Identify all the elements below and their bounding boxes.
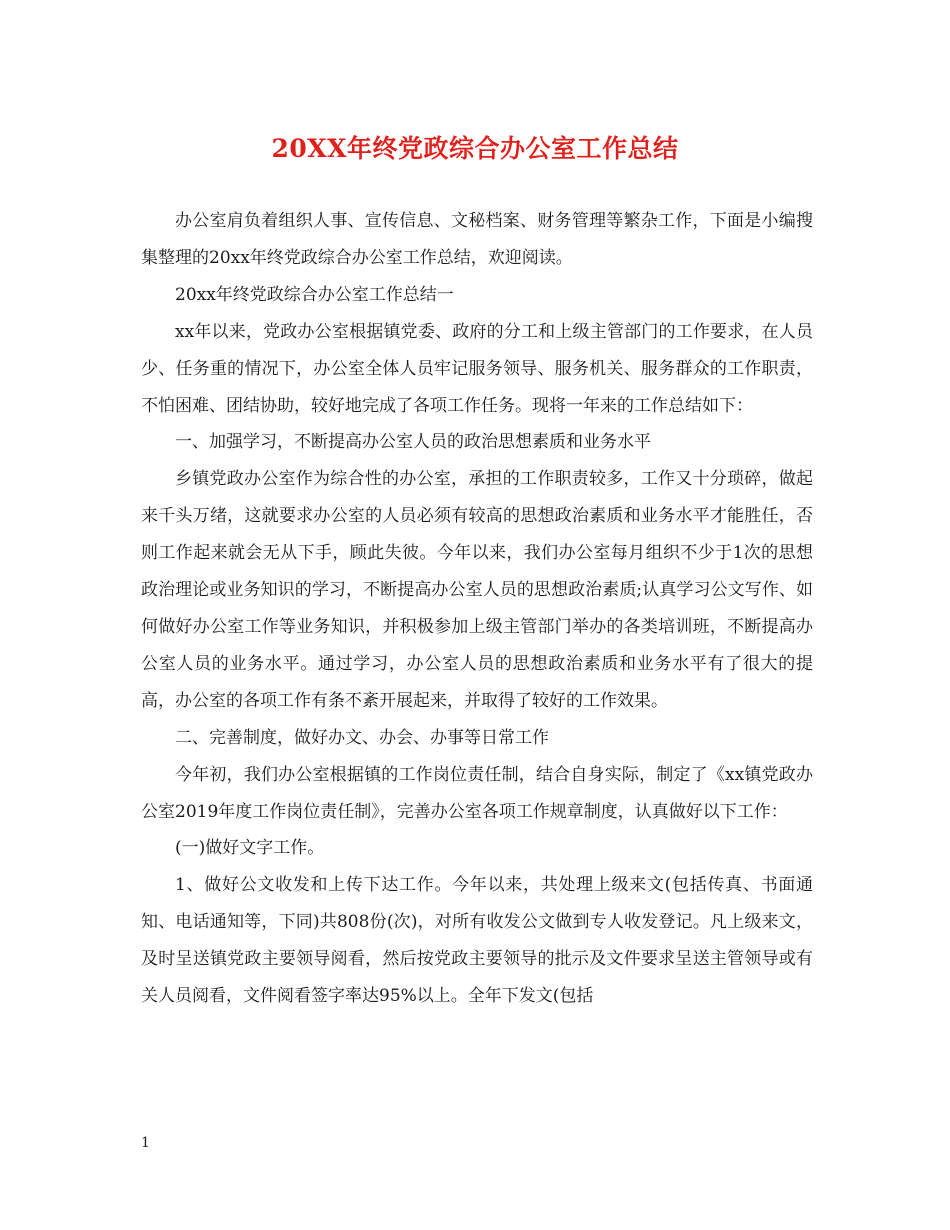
body-paragraph: 今年初，我们办公室根据镇的工作岗位责任制，结合自身实际，制定了《xx镇党政办公室2019年度工作岗位责任制》，完善办公室各项工作规章制度，认真做好以下工作： [141, 764, 813, 822]
body-paragraph: 1、做好公文收发和上传下达工作。今年以来，共处理上级来文(包括传真、书面通知、电话通知等，下同)共808份(次)，对所有收发公文做到专人收发登记。凡上级来文，及时呈送镇党政主要领导阅看，然后按党政主要领导的批示及文件要求呈送主管领导或有关人员阅看，文件阅看签字率达95%以上。全年下发文(包括 [141, 875, 813, 1007]
subsection-heading: (一)做好文字工作。 [175, 838, 325, 859]
intro-paragraph: 办公室肩负着组织人事、宣传信息、文秘档案、财务管理等繁杂工作，下面是小编搜集整理的20xx年终党政综合办公室工作总结，欢迎阅读。 [141, 211, 813, 268]
document-body [141, 203, 813, 1015]
section-heading: 一、加强学习，不断提高办公室人员的政治思想素质和业务水平 [175, 432, 651, 453]
section-heading: 二、完善制度，做好办文、办会、办事等日常工作 [175, 727, 549, 748]
document-title: 20XX年终党政综合办公室工作总结 [271, 134, 679, 163]
section-heading: 20xx年终党政综合办公室工作总结一 [175, 284, 454, 305]
body-paragraph: xx年以来，党政办公室根据镇党委、政府的分工和上级主管部门的工作要求，在人员少、任务重的情况下，办公室全体人员牢记服务领导、服务机关、服务群众的工作职责，不怕困难、团结协助，较好地完成了各项工作任务。现将一年来的工作总结如下： [141, 321, 813, 416]
page-number: 1 [141, 1135, 150, 1151]
body-paragraph: 乡镇党政办公室作为综合性的办公室，承担的工作职责较多，工作又十分琐碎，做起来千头万绪，这就要求办公室的人员必须有较高的思想政治素质和业务水平才能胜任，否则工作起来就会无从下手，顾此失彼。今年以来，我们办公室每月组织不少于1次的思想政治理论或业务知识的学习，不断提高办公室人员的思想政治素质;认真学习公文写作、如何做好办公室工作等业务知识，并积极参加上级主管部门举办的各类培训班，不断提高办公室人员的业务水平。通过学习，办公室人员的思想政治素质和业务水平有了很大的提高，办公室的各项工作有条不紊开展起来，并取得了较好的工作效果。 [141, 469, 813, 711]
